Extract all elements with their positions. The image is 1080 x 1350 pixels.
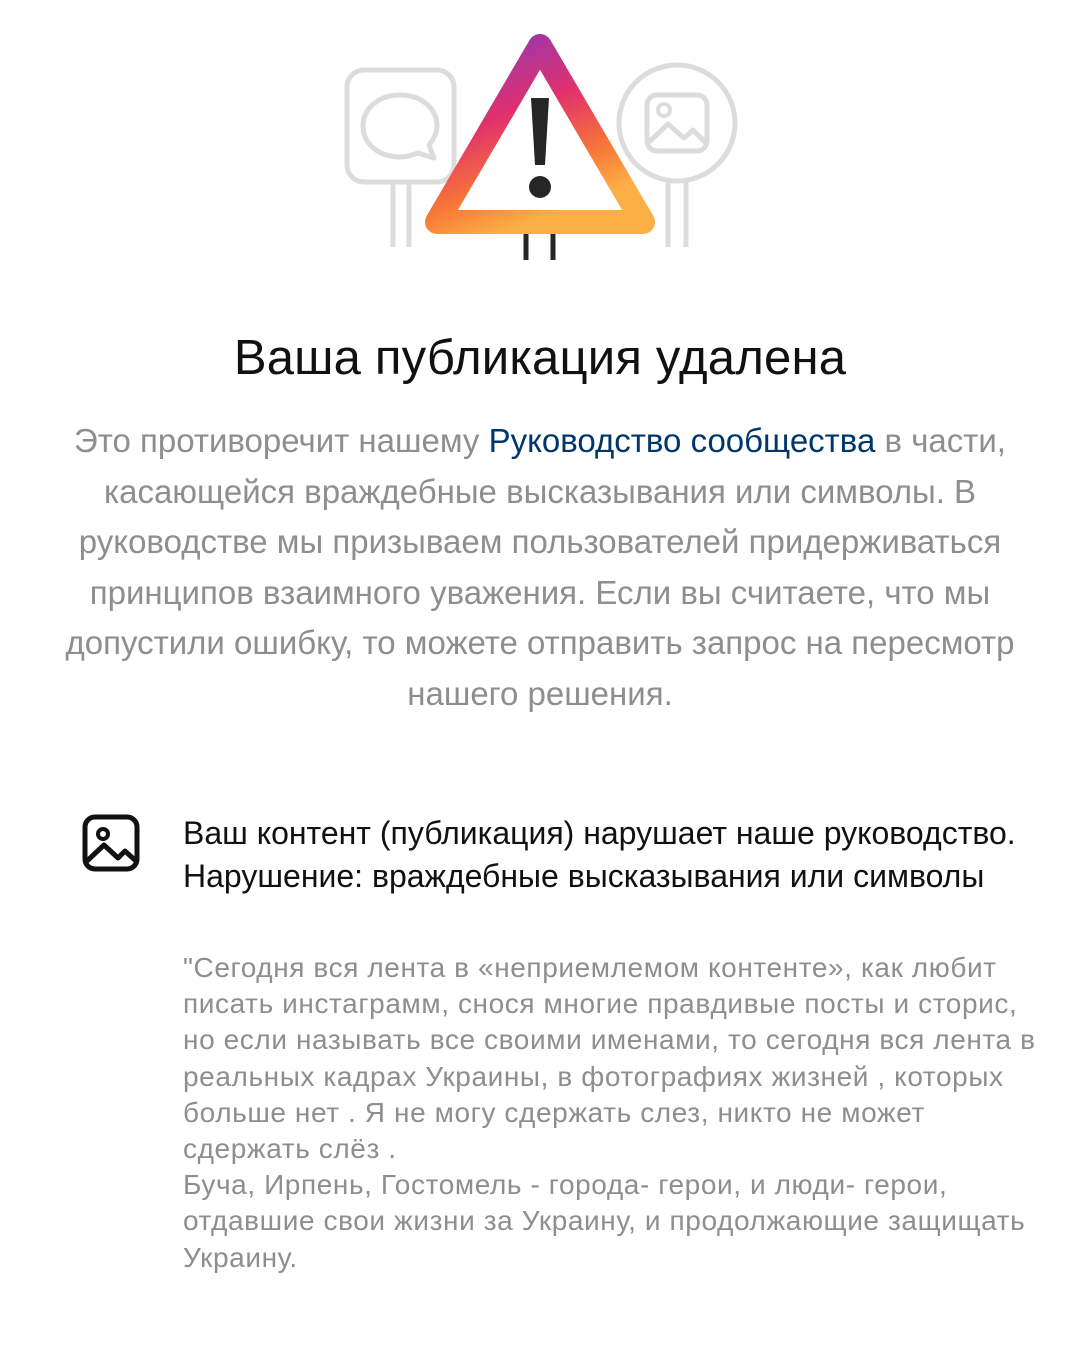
explanation-text-end: в части, касающейся враждебные высказывания или символы. В руководстве мы призываем пользователей придерживаться принципов взаимного уважения. Если вы считаете, что мы допустили ошибку, то можете отправить запрос на пересмотр нашего решения. (65, 422, 1015, 712)
image-icon (82, 814, 140, 872)
violation-heading: Ваш контент (публикация) нарушает наше руководство. Нарушение: враждебные высказывания или символы (183, 815, 1016, 894)
hero-illustration (0, 0, 1080, 290)
explanation-text-start: Это противоречит нашему (74, 422, 489, 459)
page-title: Ваша публикация удалена (233, 331, 847, 385)
warning-illustration (0, 0, 1080, 290)
warning-triangle-icon (437, 46, 643, 260)
community-guidelines-link[interactable]: Руководство сообщества (488, 422, 876, 459)
removal-explanation (55, 416, 1025, 719)
post-caption-quote: "Сегодня вся лента в «неприемлемом контенте», как любит писать инстаграмм, снося многие правдивые посты и сторис, но если называть все своими именами, то сегодня вся лента в реальных кадрах Украины, в фотографиях жизней , которых больше нет . Я не могу сдержать слез, никто не может сдержать слёз . Буча, Ирпень, Гостомель - города- герои, и люди- герои, отдавшие свои жизни за Украину, и продолжающие защищать Украину. (183, 952, 1036, 1273)
